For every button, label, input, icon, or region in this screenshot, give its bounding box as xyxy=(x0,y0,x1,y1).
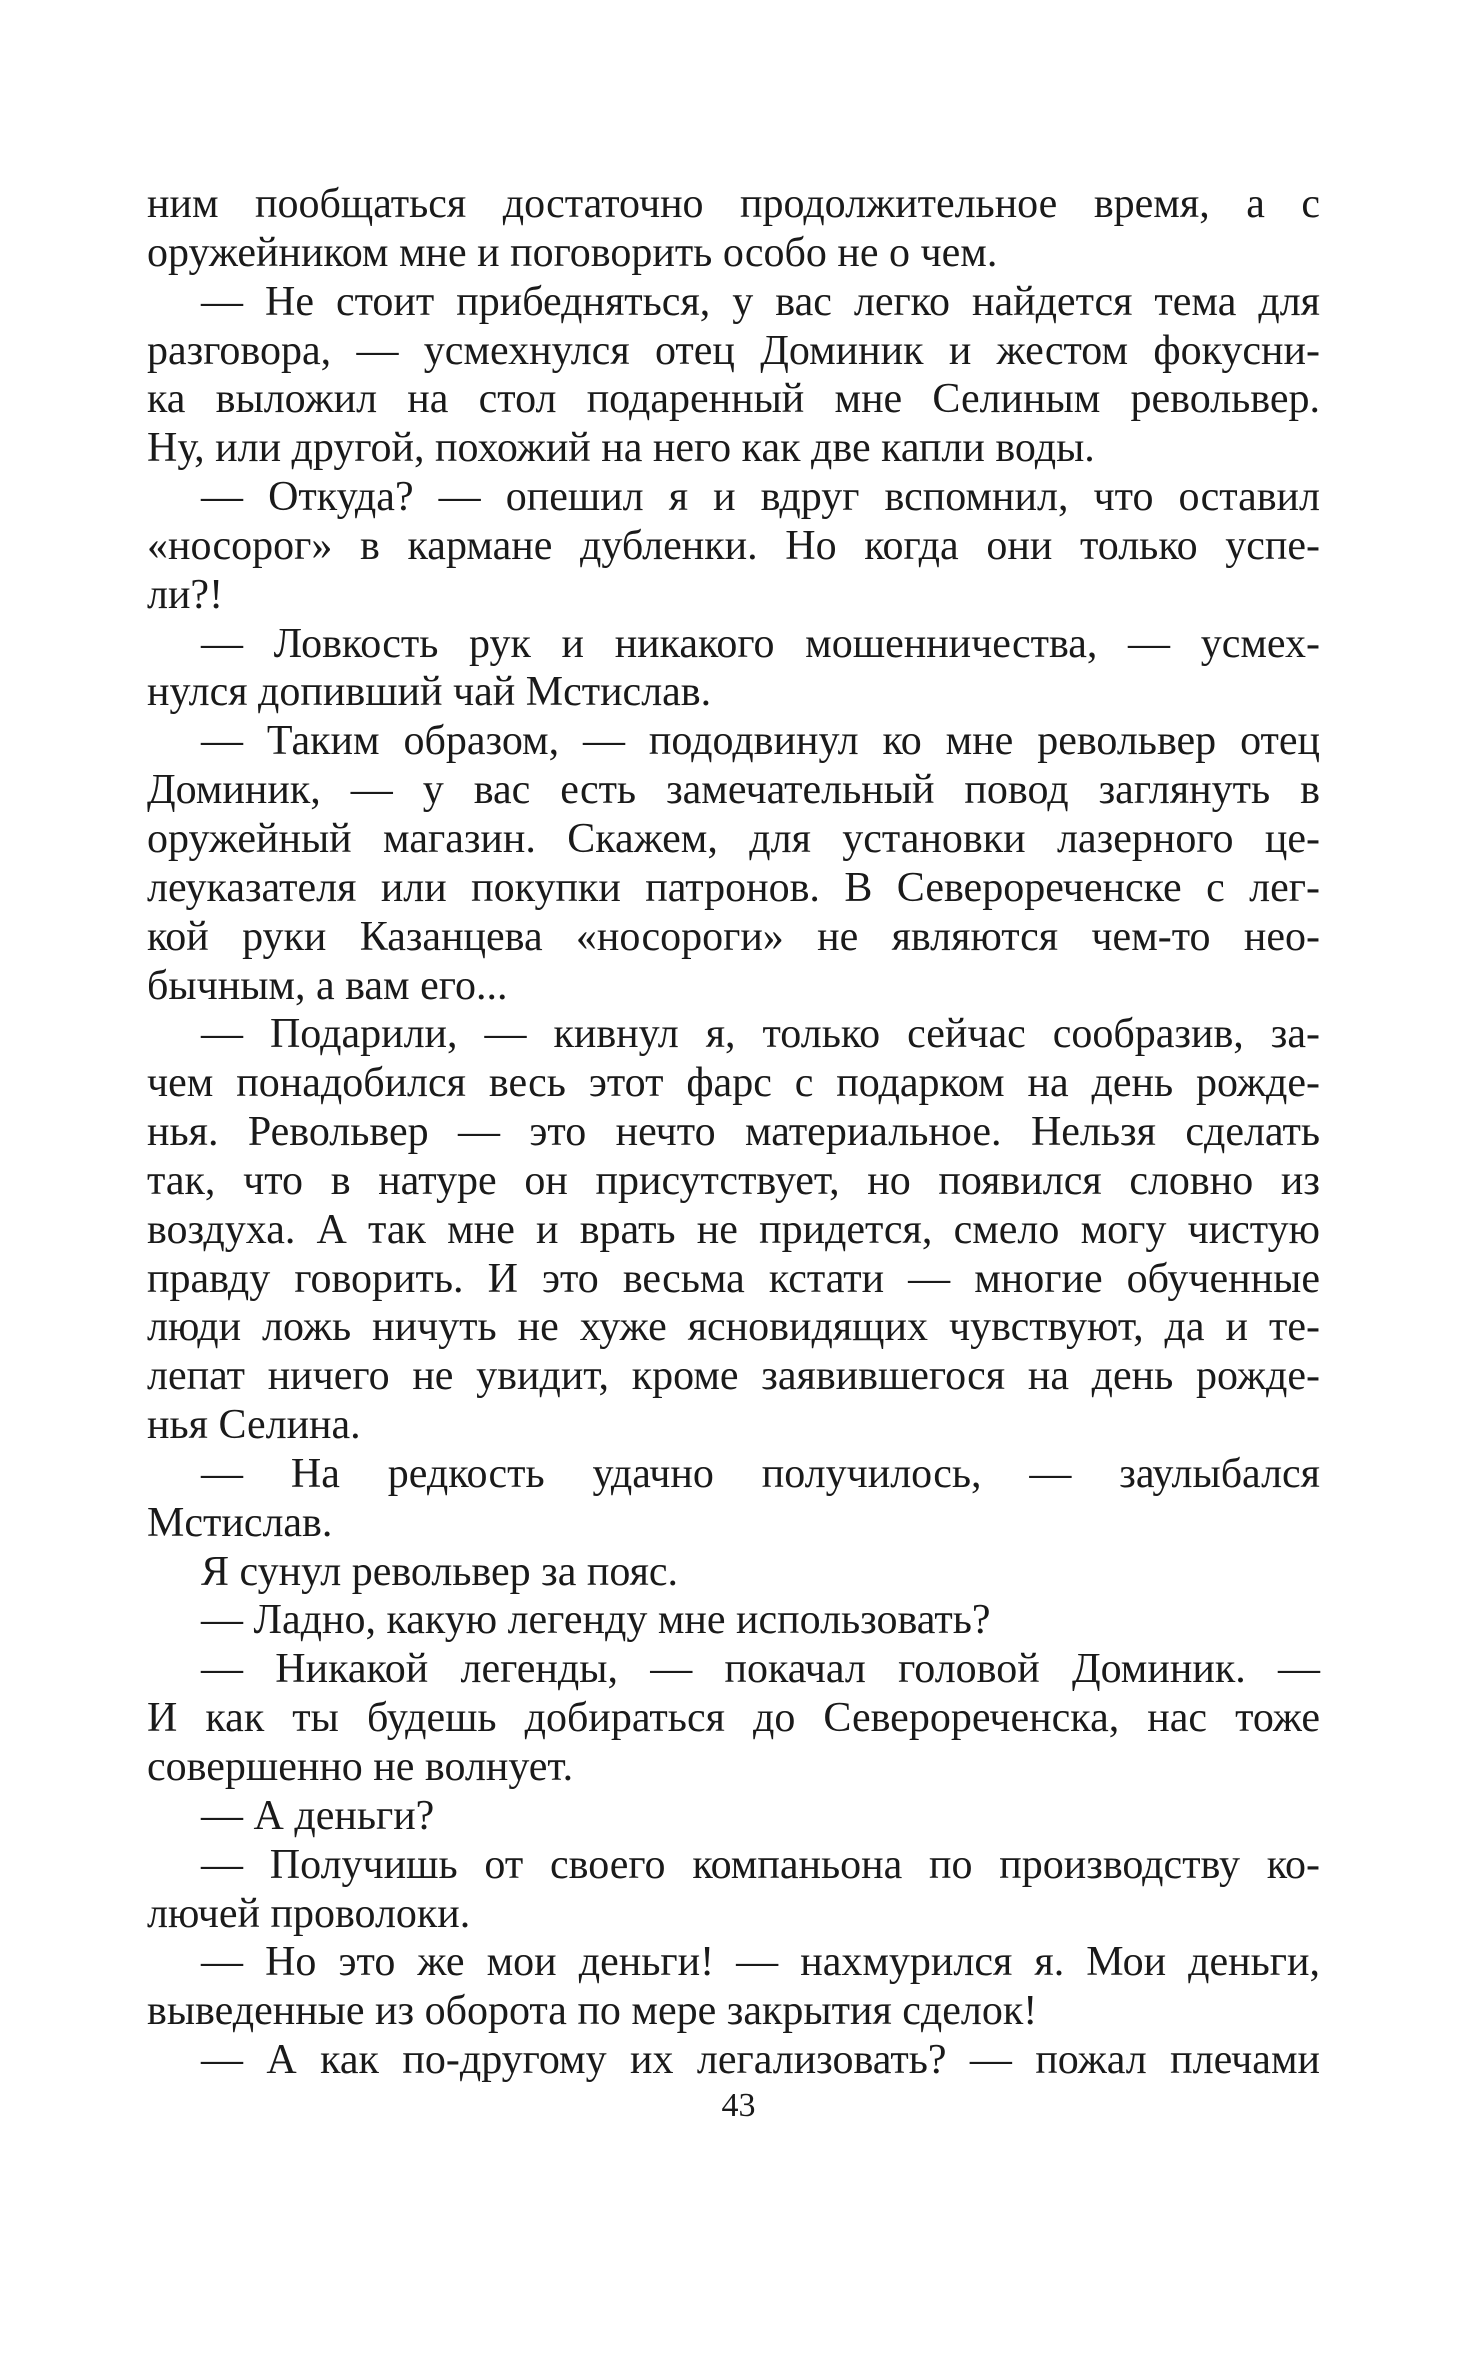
text-line: — Не стоит прибедняться, у вас легко найдется тема для xyxy=(201,278,1320,325)
text-line: Ну, или другой, похожий на него как две капли воды. xyxy=(147,425,1095,472)
text-line: оружейный магазин. Скажем, для установки лазерного це- xyxy=(147,815,1320,862)
text-line: люди ложь ничуть не хуже ясновидящих чувствуют, да и те- xyxy=(147,1304,1320,1351)
text-line: совершенно не волнует. xyxy=(147,1744,574,1790)
paragraph xyxy=(147,1645,1320,1792)
paragraph xyxy=(147,1548,1320,1597)
text-line: так, что в натуре он присутствует, но появился словно из xyxy=(147,1157,1320,1204)
text-line: Я сунул револьвер за пояс. xyxy=(201,1548,679,1595)
text-line: — А как по-другому их легализовать? — пожал плечами xyxy=(201,2037,1320,2084)
text-line: оружейником мне и поговорить особо не о чем. xyxy=(147,229,998,276)
text-line: воздуха. А так мне и врать не придется, смело могу чистую xyxy=(147,1206,1320,1253)
text-line: «носорог» в кармане дубленки. Но когда они только успе- xyxy=(147,522,1320,569)
text-line: — Ловкость рук и никакого мошенничества, — усмех- xyxy=(201,620,1320,667)
text-line: ли?! xyxy=(147,571,224,618)
paragraph xyxy=(147,1596,1320,1645)
text-line: — Получишь от своего компаньона по производству ко- xyxy=(201,1841,1320,1888)
text-line: кой руки Казанцева «носороги» не являются чем-то нео- xyxy=(147,913,1320,960)
paragraph xyxy=(147,278,1320,473)
text-line: правду говорить. И это весьма кстати — многие обученные xyxy=(147,1255,1320,1302)
text-line: нья Селина. xyxy=(147,1402,361,1449)
text-line: бычным, а вам его... xyxy=(147,962,508,1009)
text-line: нулся допивший чай Мстислав. xyxy=(147,669,712,716)
paragraph xyxy=(147,180,1320,278)
text-line: ним пообщаться достаточно продолжительное время, а с xyxy=(147,181,1320,227)
paragraph xyxy=(147,1792,1320,1841)
paragraph xyxy=(147,717,1320,1010)
text-line: леуказателя или покупки патронов. В Северореченске с лег- xyxy=(147,864,1320,911)
page-number: 43 xyxy=(721,2087,756,2124)
paragraph xyxy=(147,473,1320,620)
paragraph xyxy=(147,1841,1320,1939)
text-line: ка выложил на стол подаренный мне Селиным револьвер. xyxy=(147,376,1320,423)
text-line: Доминик, — у вас есть замечательный повод заглянуть в xyxy=(147,767,1320,814)
text-line: лепат ничего не увидит, кроме заявившегося на день рожде- xyxy=(147,1353,1320,1400)
text-line: лючей проволоки. xyxy=(147,1890,471,1937)
paragraph xyxy=(147,620,1320,718)
text-line: — Подарили, — кивнул я, только сейчас сообразив, за- xyxy=(201,1011,1320,1058)
body-text xyxy=(147,180,1320,2085)
text-line: разговора, — усмехнулся отец Доминик и жестом фокусни- xyxy=(147,327,1320,374)
text-line: — А деньги? xyxy=(201,1792,435,1839)
text-line: — Но это же мои деньги! — нахмурился я. Мои деньги, xyxy=(201,1939,1320,1986)
text-line: — Никакой легенды, — покачал головой Доминик. — xyxy=(201,1646,1320,1693)
text-line: — Таким образом, — пододвинул ко мне револьвер отец xyxy=(201,718,1320,765)
text-line: чем понадобился весь этот фарс с подарком на день рожде- xyxy=(147,1060,1320,1107)
paragraph xyxy=(147,1010,1320,1450)
text-line: И как ты будешь добираться до Северореченска, нас тоже xyxy=(147,1695,1320,1742)
paragraph xyxy=(147,1938,1320,2036)
text-line: Мстислав. xyxy=(147,1499,333,1546)
text-line: выведенные из оборота по мере закрытия сделок! xyxy=(147,1988,1038,2035)
text-line: — Откуда? — опешил я и вдруг вспомнил, что оставил xyxy=(201,474,1320,521)
paragraph xyxy=(147,1450,1320,1548)
text-line: нья. Револьвер — это нечто материальное. Нельзя сделать xyxy=(147,1109,1320,1156)
paragraph xyxy=(147,2036,1320,2085)
text-line: — Ладно, какую легенду мне использовать? xyxy=(201,1597,991,1644)
text-line: — На редкость удачно получилось, — заулыбался xyxy=(201,1450,1320,1497)
